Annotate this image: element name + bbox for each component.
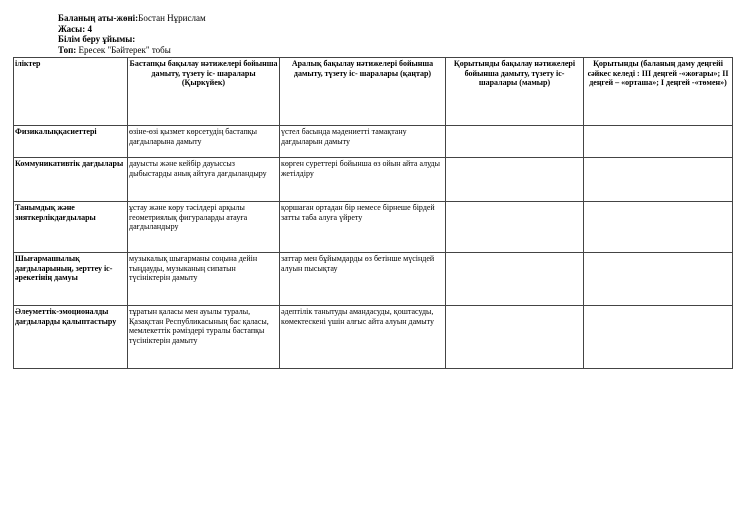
name-line: [58, 13, 206, 24]
group-line: [58, 45, 206, 56]
column-header-intermediate: Аралық бақылау нәтижелері бойынша дамыту, түзету іс- шаралары (қаңтар): [280, 58, 446, 126]
result-cell: [584, 126, 733, 158]
result-cell: [584, 306, 733, 369]
final-cell: [446, 158, 584, 202]
result-cell: [584, 202, 733, 253]
table-row: [14, 306, 733, 369]
final-cell: [446, 126, 584, 158]
initial-cell: ұстау және көру тәсілдері арқылы геометриялық фигураларды атауға дағдыландыру: [128, 202, 280, 253]
intermediate-cell: үстел басында мәдениетті тамақтану дағдыларын дамыту: [280, 126, 446, 158]
intermediate-cell: қоршаған ортадан бір немесе бірнеше бірдей затты таба алуға үйрету: [280, 202, 446, 253]
column-header-initial: Бастапқы бақылау нәтижелері бойынша дамыту, түзету іс- шаралары (Қыркүйек): [128, 58, 280, 126]
group-label: Топ:: [58, 44, 77, 55]
skill-cell: Шығармашылық дағдыларының, зерттеу іс- әрекетінің дамуы: [14, 253, 128, 306]
initial-cell: өзіне-өзі қызмет көрсетудің бастапқы дағдыларына дамыту: [128, 126, 280, 158]
column-header-result: Қорытынды (баланың даму деңгейі сәйкес келеді : ІІІ деңгей -«жоғары»; ІІ деңгей – «орташа»; І деңгей -«төмен»): [584, 58, 733, 126]
skill-cell: Танымдық және зияткерлікдағдылары: [14, 202, 128, 253]
final-cell: [446, 253, 584, 306]
skill-cell: Әлеуметтік-эмоционалды дағдыларды қалыптастыру: [14, 306, 128, 369]
skill-cell: Коммуникативтік дағдылары: [14, 158, 128, 202]
final-cell: [446, 306, 584, 369]
table-row: [14, 253, 733, 306]
age-line: [58, 24, 206, 35]
initial-cell: музыкалық шығарманы соңына дейін тыңдауды, музыканың сипатын түсініктерін дамыту: [128, 253, 280, 306]
final-cell: [446, 202, 584, 253]
education-label: Білім беру ұйымы:: [58, 34, 136, 44]
name-label: Баланың аты-жөні:: [58, 13, 139, 23]
table-row: [14, 202, 733, 253]
table-header-row: [14, 58, 733, 126]
column-header-final: Қорытынды бақылау нәтижелері бойынша дамыту, түзету іс- шаралары (мамыр): [446, 58, 584, 126]
column-header-skills: іліктер: [14, 58, 128, 126]
skill-cell: Физикалыққасиеттері: [14, 126, 128, 158]
name-value: Бостан Нұрислам: [138, 13, 206, 23]
child-info-header: [58, 13, 206, 55]
intermediate-cell: заттар мен бұйымдарды өз бетінше мүсіндей алуын пысықтау: [280, 253, 446, 306]
result-cell: [584, 158, 733, 202]
table-row: [14, 158, 733, 202]
education-line: [58, 34, 206, 45]
initial-cell: дауысты және кейбір дауыссыз дыбыстарды анық айтуға дағдыландыру: [128, 158, 280, 202]
table-row: [14, 126, 733, 158]
group-value: Ересек "Бәйтерек" тобы: [76, 44, 171, 55]
intermediate-cell: көрген суреттері бойынша өз ойын айта алуды жетілдіру: [280, 158, 446, 202]
age-label: Жасы: 4: [58, 23, 92, 34]
initial-cell: тұратын қаласы мен ауылы туралы, Қазақстан Республикасының бас қаласы, мемлекеттік рәміздері туралы бастапқы түсініктерін дамыту: [128, 306, 280, 369]
development-table: [13, 57, 733, 369]
result-cell: [584, 253, 733, 306]
intermediate-cell: әдептілік танытуды амандасуды, қоштасуды, көмектескені үшін алғыс айта алуын дамыту: [280, 306, 446, 369]
